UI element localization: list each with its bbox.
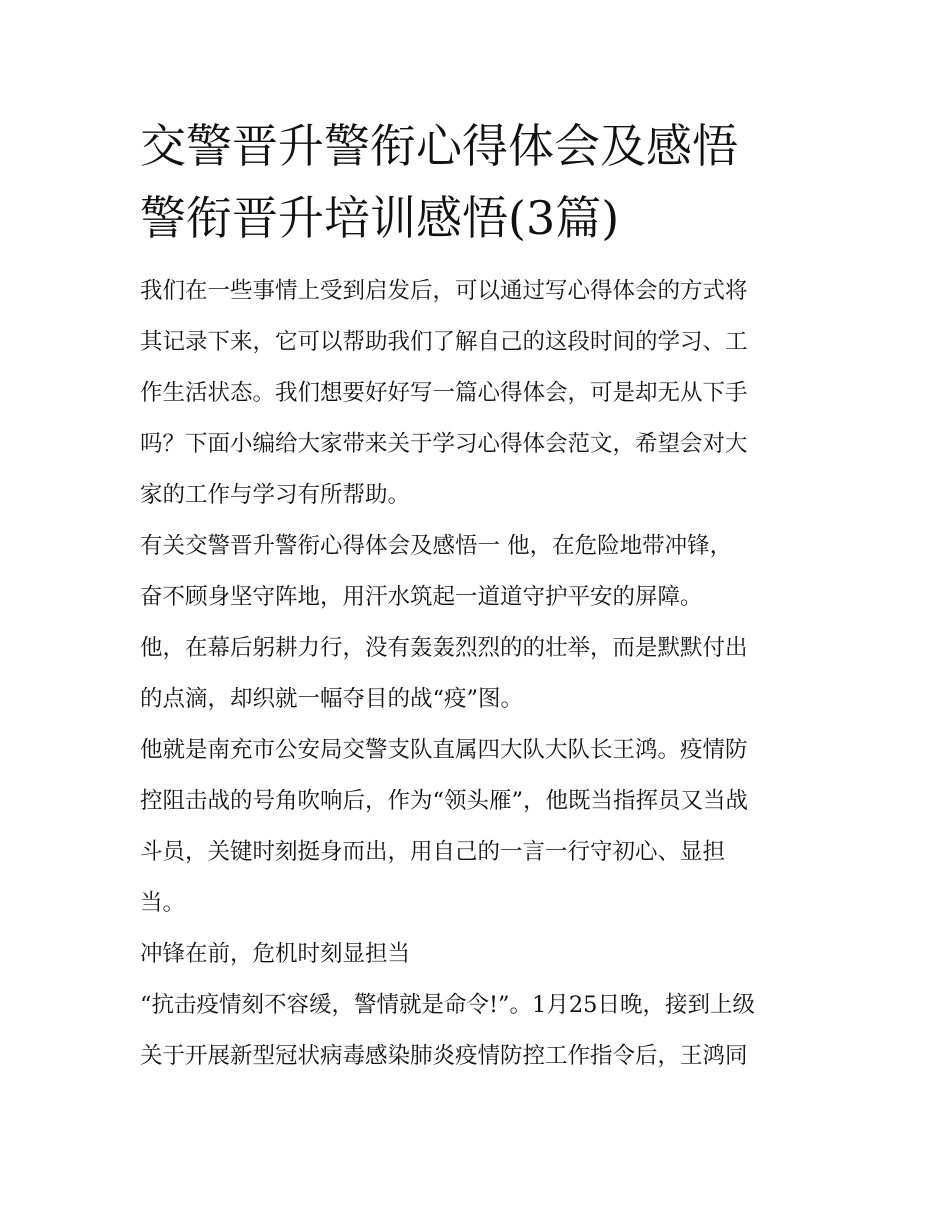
text-line: 吗？下面小编给大家带来关于学习心得体会范文，希望会对大 (140, 431, 748, 457)
text-line: 控阻击战的号角吹响后，作为“领头雁”，他既当指挥员又当战 (140, 788, 749, 814)
text-line: 奋不顾身坚守阵地，用汗水筑起一道道守护平安的屏障。 (140, 584, 703, 610)
text-line: 冲锋在前，危机时刻显担当 (140, 941, 411, 967)
document-page (140, 110, 820, 1082)
text-line: 他，在幕后躬耕力行，没有轰轰烈烈的的壮举，而是默默付出 (140, 635, 748, 661)
text-line: 家的工作与学习有所帮助。 (140, 482, 411, 508)
text-line: 的点滴，却织就一幅夺目的战“疫”图。 (140, 686, 524, 712)
paragraph-intro (140, 266, 820, 521)
text-line: 有关交警晋升警衔心得体会及感悟一 他，在危险地带冲锋， (140, 533, 733, 559)
text-line: “抗击疫情刻不容缓，警情就是命令!”。1月25日晚，接到上级 (140, 992, 755, 1018)
section-heading (140, 929, 820, 980)
text-line: 其记录下来，它可以帮助我们了解自己的这段时间的学习、工 (140, 329, 748, 355)
text-line: 作生活状态。我们想要好好写一篇心得体会，可是却无从下手 (140, 380, 748, 406)
paragraph-6 (140, 980, 820, 1082)
text-line: 他就是南充市公安局交警支队直属四大队大队长王鸿。疫情防 (140, 737, 748, 763)
paragraph-2 (140, 521, 820, 623)
text-line: 当。 (140, 890, 186, 916)
text-line: 我们在一些事情上受到启发后，可以通过写心得体会的方式将 (140, 278, 748, 304)
text-line: 关于开展新型冠状病毒感染肺炎疫情防控工作指令后，王鸿同 (140, 1043, 748, 1069)
paragraph-3 (140, 623, 820, 725)
document-title (140, 110, 820, 254)
title-line-1: 交警晋升警衔心得体会及感悟 (140, 119, 738, 173)
paragraph-4 (140, 725, 820, 929)
text-line: 斗员，关键时刻挺身而出，用自己的一言一行守初心、显担 (140, 839, 726, 865)
title-line-2: 警衔晋升培训感悟(3篇) (140, 191, 620, 245)
